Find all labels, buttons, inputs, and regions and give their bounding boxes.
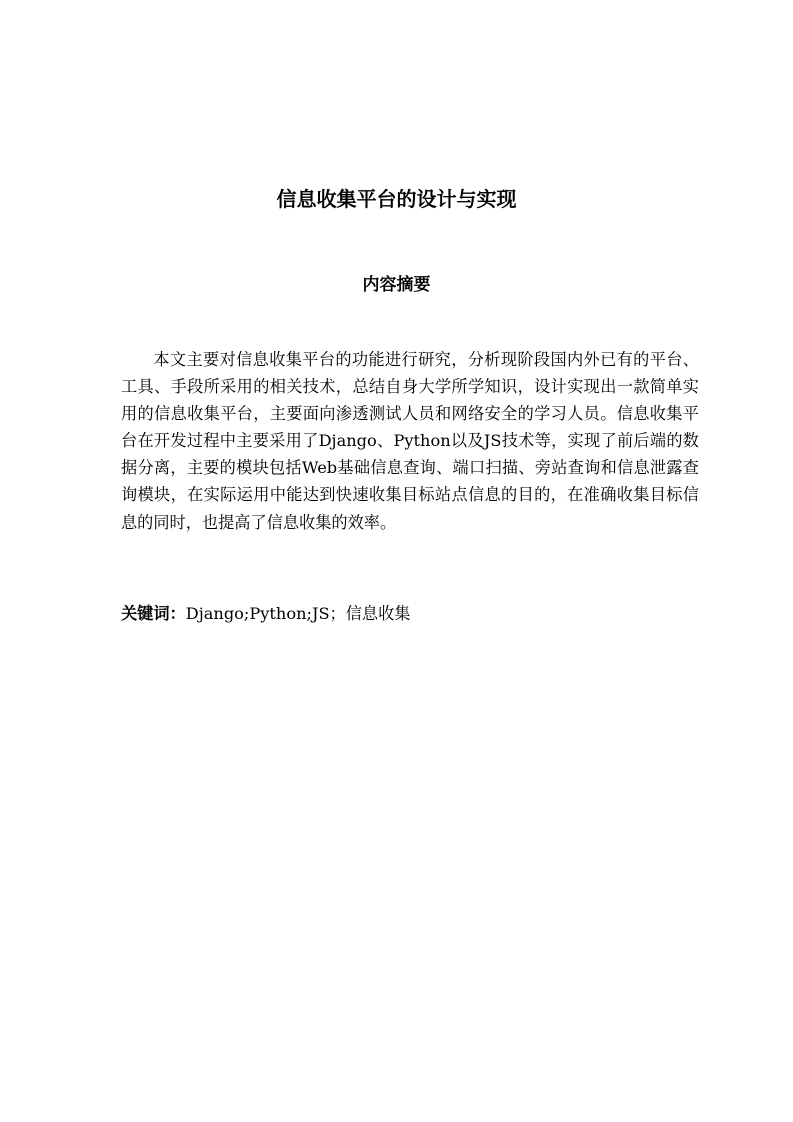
abstract-heading: 内容摘要 (362, 275, 431, 295)
keywords-value: Django;Python;JS；信息收集 (185, 604, 411, 623)
keywords-label: 关键词： (121, 604, 186, 623)
document-title: 信息收集平台的设计与实现 (276, 187, 517, 211)
keywords-line (121, 600, 699, 627)
abstract-paragraph: 本文主要对信息收集平台的功能进行研究，分析现阶段国内外已有的平台、工具、手段所采用的相关技术，总结自身大学所学知识，设计实现出一款简单实用的信息收集平台，主要面向渗透测试人员和网络安全的学习人员。信息收集平台在开发过程中主要采用了Django、Python以及JS技术等，实现了前后端的数据分离，主要的模块包括Web基础信息查询、端口扫描、旁站查询和信息泄露查询模块，在实际运用中能达到快速收集目标站点信息的目的，在准确收集目标信息的同时，也提高了信息收集的效率。 (121, 350, 699, 532)
